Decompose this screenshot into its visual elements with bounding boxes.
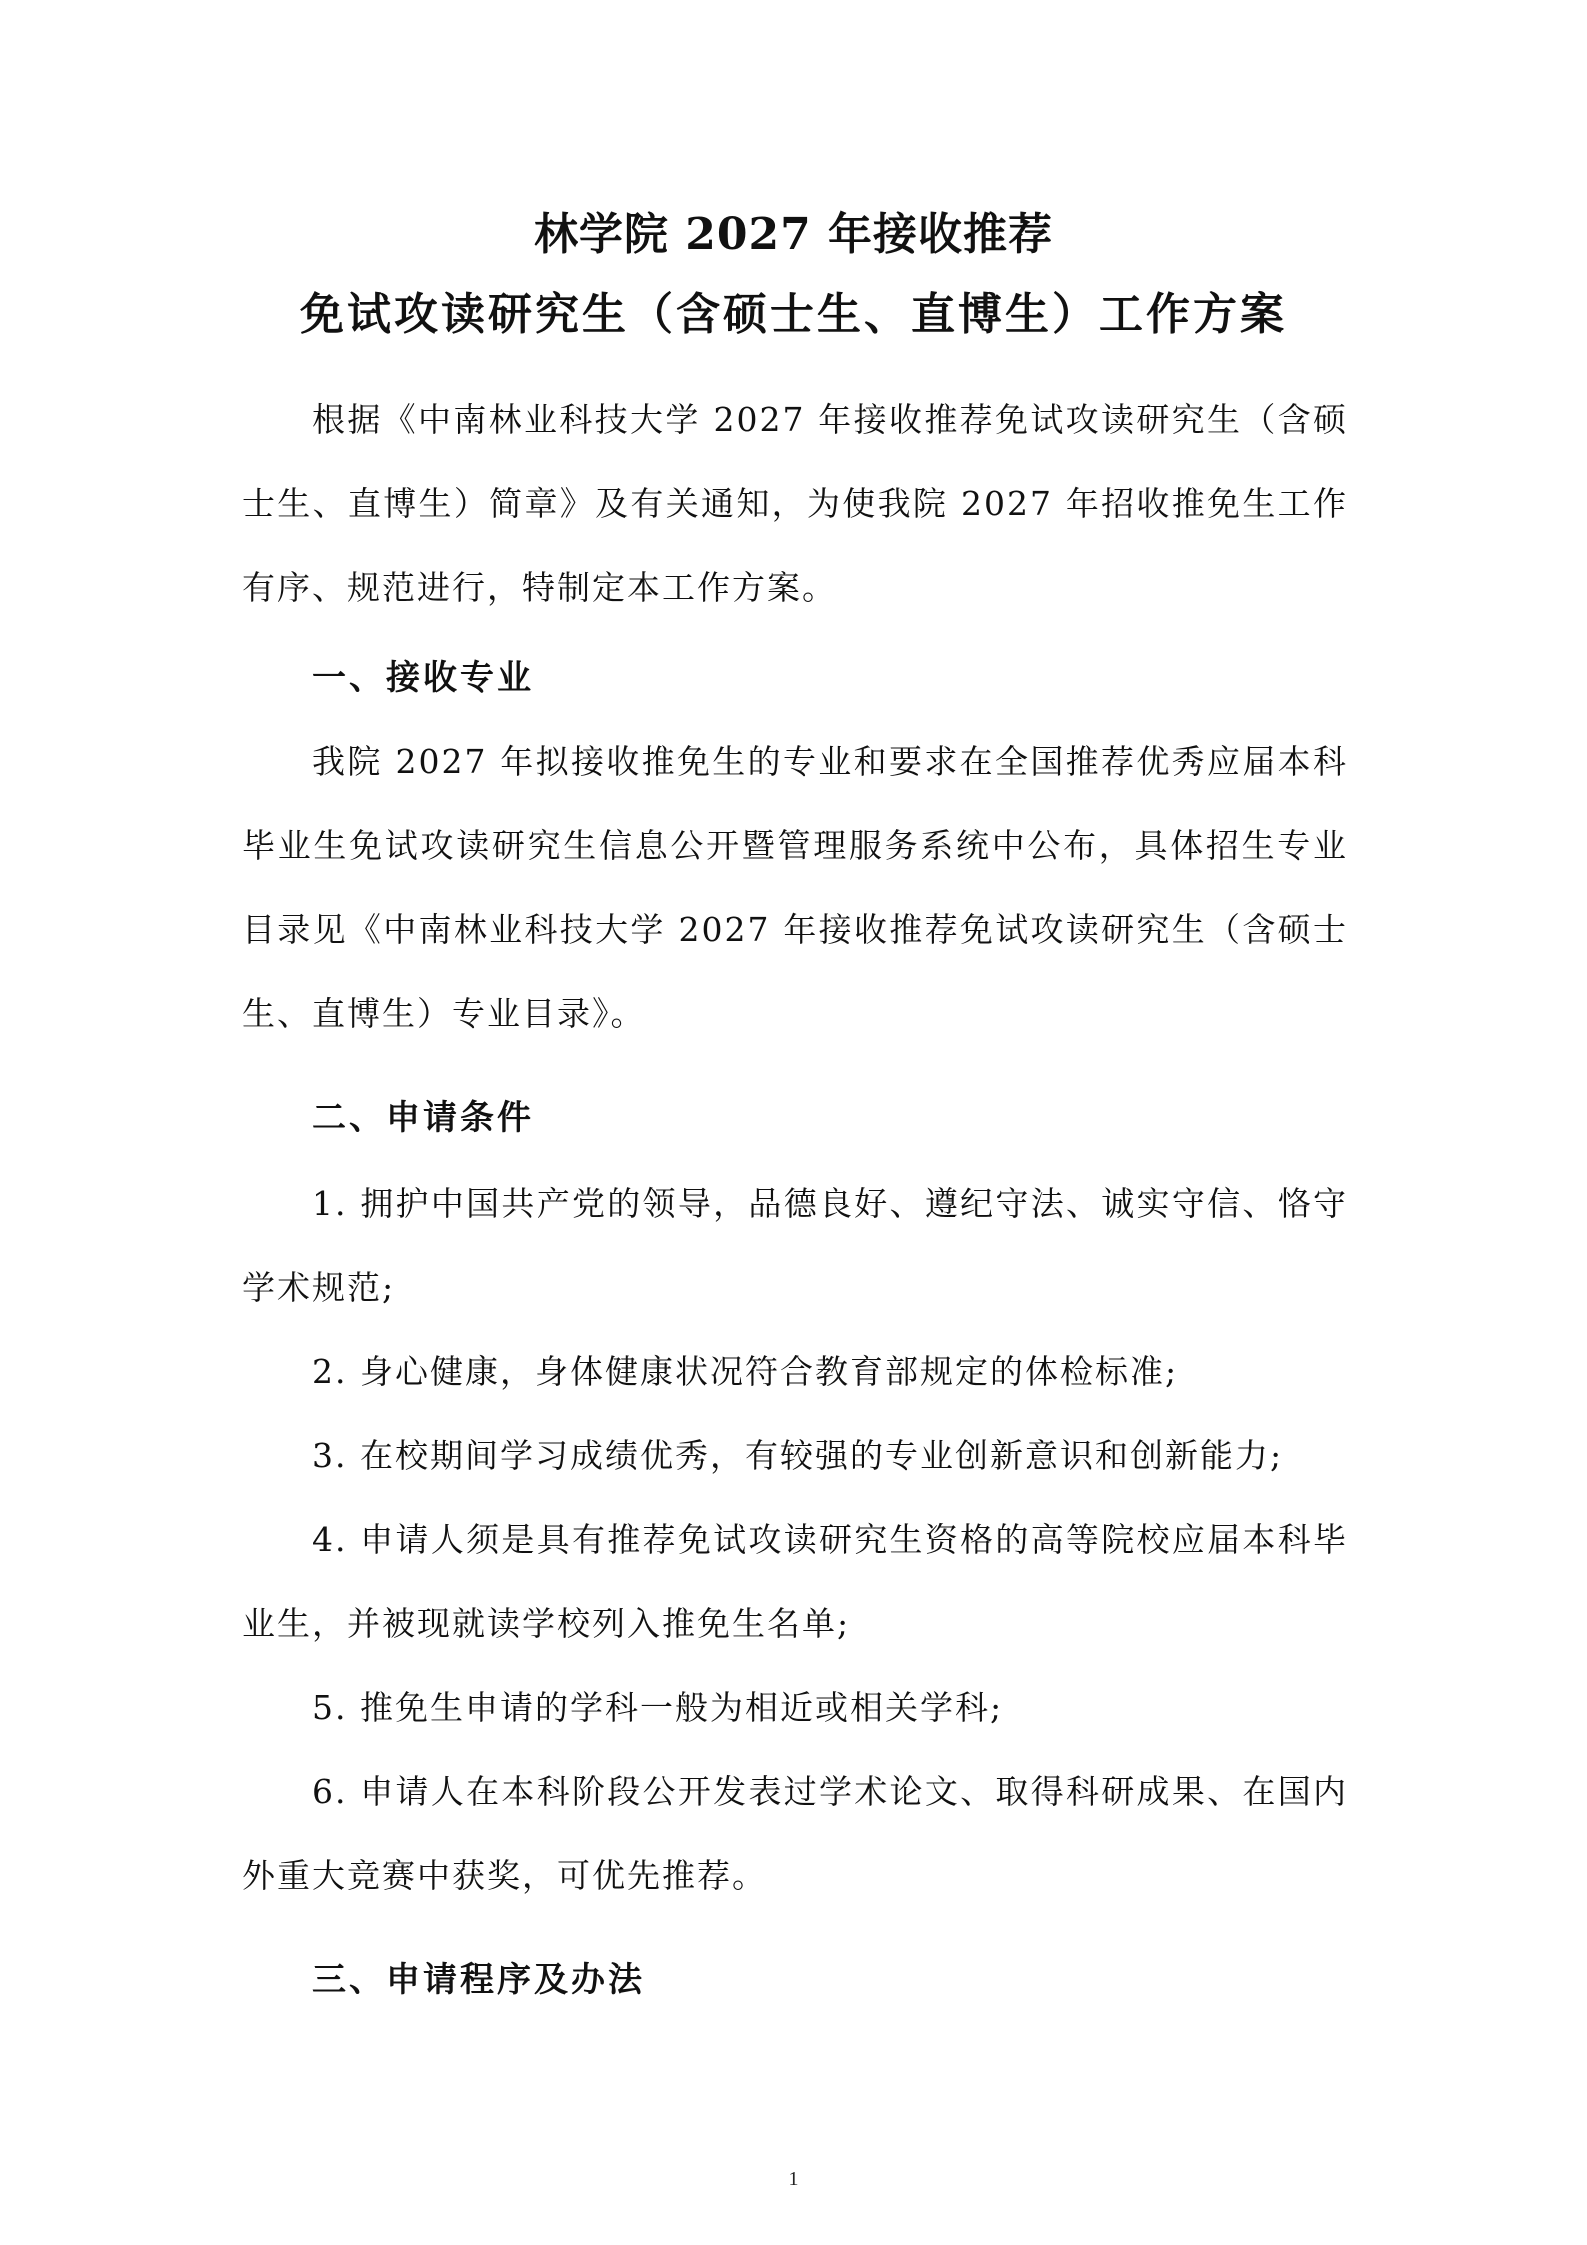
section-heading-3: 三、申请程序及办法 — [312, 1960, 645, 2000]
condition-item-1: 1. 拥护中国共产党的领导，品德良好、遵纪守法、诚实守信、恪守学术规范; — [242, 1184, 1348, 1307]
condition-item-2: 2. 身心健康，身体健康状况符合教育部规定的体检标准; — [312, 1352, 1179, 1391]
section-heading-2: 二、申请条件 — [312, 1098, 534, 1138]
document-title-line2: 免试攻读研究生（含硕士生、直博生）工作方案 — [300, 289, 1287, 340]
condition-item-4: 4. 申请人须是具有推荐免试攻读研究生资格的高等院校应届本科毕业生，并被现就读学校列入推免生名单; — [242, 1520, 1348, 1643]
page-number: 1 — [788, 2168, 799, 2190]
condition-item-5: 5. 推免生申请的学科一般为相近或相关学科; — [312, 1688, 1004, 1727]
section-1-paragraph-1: 我院 2027 年拟接收推免生的专业和要求在全国推荐优秀应届本科毕业生免试攻读研究生信息公开暨管理服务系统中公布，具体招生专业目录见《中南林业科技大学 2027 年接收推荐免试攻读研究生（含硕士生、直博生）专业目录》。 — [242, 742, 1348, 1033]
condition-item-3: 3. 在校期间学习成绩优秀，有较强的专业创新意识和创新能力; — [312, 1436, 1284, 1475]
section-heading-1: 一、接收专业 — [312, 658, 534, 698]
intro-paragraph: 根据《中南林业科技大学 2027 年接收推荐免试攻读研究生（含硕士生、直博生）简章》及有关通知，为使我院 2027 年招收推免生工作有序、规范进行，特制定本工作方案。 — [242, 400, 1348, 607]
document-title-line1: 林学院 2027 年接收推荐 — [533, 209, 1054, 260]
condition-item-6: 6. 申请人在本科阶段公开发表过学术论文、取得科研成果、在国内外重大竞赛中获奖，可优先推荐。 — [242, 1772, 1348, 1895]
